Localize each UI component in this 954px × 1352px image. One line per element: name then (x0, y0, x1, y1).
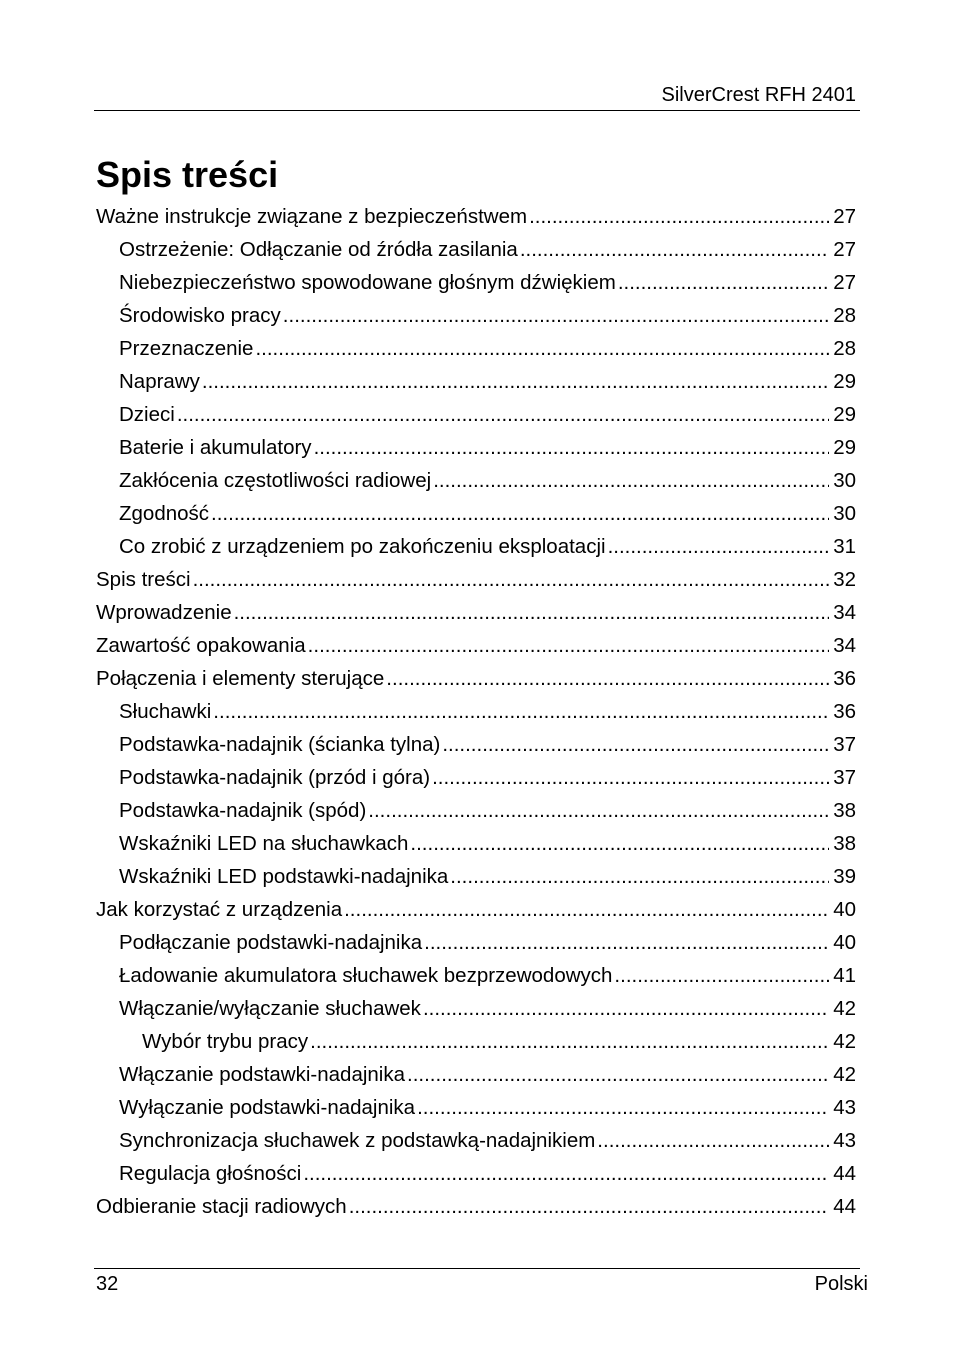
toc-entry[interactable] (96, 464, 856, 497)
toc-entry[interactable] (96, 629, 856, 662)
toc-entry-page: 43 (833, 1129, 856, 1152)
toc-entry-page: 42 (833, 1030, 856, 1053)
toc-dot-leader (344, 893, 829, 926)
toc-entry-page: 39 (833, 865, 856, 888)
toc-entry[interactable] (96, 827, 856, 860)
toc-entry[interactable] (96, 365, 856, 398)
toc-entry-label: Zawartość opakowania (96, 634, 306, 657)
toc-entry[interactable] (96, 596, 856, 629)
toc-dot-leader (608, 530, 829, 563)
toc-entry-label: Wprowadzenie (96, 601, 232, 624)
running-header: SilverCrest RFH 2401 (661, 84, 856, 106)
toc-entry-page: 34 (833, 634, 856, 657)
toc-entry-page: 31 (833, 535, 856, 558)
toc-entry-page: 28 (833, 337, 856, 360)
toc-entry[interactable] (96, 1091, 856, 1124)
toc-entry-label: Baterie i akumulatory (119, 436, 312, 459)
toc-entry-page: 32 (833, 568, 856, 591)
toc-entry[interactable] (96, 200, 856, 233)
toc-entry-label: Środowisko pracy (119, 304, 281, 327)
toc-entry-page: 34 (833, 601, 856, 624)
toc-dot-leader (213, 695, 829, 728)
toc-entry-label: Jak korzystać z urządzenia (96, 898, 343, 921)
toc-entry-label: Wyłączanie podstawki-nadajnika (119, 1096, 416, 1119)
toc-dot-leader (423, 992, 829, 1025)
toc-entry[interactable] (96, 266, 856, 299)
toc-dot-leader (410, 827, 829, 860)
toc-entry-label: Odbieranie stacji radiowych (96, 1195, 347, 1218)
toc-entry-page: 37 (833, 766, 856, 789)
toc-dot-leader (177, 398, 829, 431)
toc-dot-leader (202, 365, 829, 398)
toc-entry-label: Wybór trybu pracy (142, 1030, 309, 1053)
toc-entry-label: Zgodność (119, 502, 210, 525)
toc-entry-label: Regulacja głośności (119, 1162, 302, 1185)
toc-entry-label: Włączanie podstawki-nadajnika (119, 1063, 406, 1086)
toc-entry-page: 30 (833, 469, 856, 492)
toc-entry[interactable] (96, 1190, 856, 1223)
toc-entry[interactable] (96, 695, 856, 728)
toc-dot-leader (303, 1157, 829, 1190)
footer-language: Polski (814, 1273, 868, 1295)
toc-entry-page: 43 (833, 1096, 856, 1119)
toc-entry-page: 36 (833, 667, 856, 690)
toc-entry-label: Ważne instrukcje związane z bezpieczeństwem (96, 205, 528, 228)
toc-entry-page: 44 (833, 1195, 856, 1218)
toc-entry[interactable] (96, 497, 856, 530)
toc-entry[interactable] (96, 233, 856, 266)
toc-entry-page: 36 (833, 700, 856, 723)
toc-dot-leader (618, 266, 829, 299)
toc-dot-leader (597, 1124, 829, 1157)
toc-entry[interactable] (96, 662, 856, 695)
toc-entry-label: Podstawka-nadajnik (ścianka tylna) (119, 733, 441, 756)
toc-entry-page: 29 (833, 436, 856, 459)
toc-entry-page: 42 (833, 997, 856, 1020)
toc-dot-leader (211, 497, 829, 530)
toc-entry-label: Podstawka-nadajnik (spód) (119, 799, 367, 822)
toc-entry-label: Podłączanie podstawki-nadajnika (119, 931, 423, 954)
toc-entry[interactable] (96, 563, 856, 596)
toc-dot-leader (308, 629, 829, 662)
toc-entry-page: 40 (833, 931, 856, 954)
toc-dot-leader (283, 299, 829, 332)
toc-dot-leader (432, 761, 829, 794)
toc-entry[interactable] (96, 299, 856, 332)
toc-entry-label: Połączenia i elementy sterujące (96, 667, 385, 690)
toc-entry[interactable] (96, 1025, 856, 1058)
toc-entry[interactable] (96, 398, 856, 431)
footer-page-number: 32 (96, 1273, 119, 1295)
toc-entry[interactable] (96, 794, 856, 827)
toc-entry[interactable] (96, 893, 856, 926)
toc-entry[interactable] (96, 1157, 856, 1190)
toc-dot-leader (255, 332, 829, 365)
toc-entry[interactable] (96, 431, 856, 464)
toc-dot-leader (529, 200, 829, 233)
toc-entry-label: Dzieci (119, 403, 175, 426)
toc-entry[interactable] (96, 332, 856, 365)
table-of-contents (96, 200, 856, 1223)
toc-entry-label: Synchronizacja słuchawek z podstawką-nadajnikiem (119, 1129, 596, 1152)
toc-entry-label: Niebezpieczeństwo spowodowane głośnym dźwiękiem (119, 271, 616, 294)
toc-dot-leader (234, 596, 829, 629)
toc-dot-leader (349, 1190, 829, 1223)
toc-dot-leader (193, 563, 829, 596)
toc-entry-label: Co zrobić z urządzeniem po zakończeniu eksploatacji (119, 535, 606, 558)
toc-dot-leader (386, 662, 829, 695)
toc-entry-page: 27 (833, 271, 856, 294)
header-divider (94, 110, 860, 111)
toc-entry[interactable] (96, 926, 856, 959)
page-title: Spis treści (96, 154, 279, 195)
toc-entry-label: Zakłócenia częstotliwości radiowej (119, 469, 432, 492)
toc-entry-page: 28 (833, 304, 856, 327)
toc-dot-leader (424, 926, 829, 959)
toc-dot-leader (314, 431, 829, 464)
toc-entry-page: 30 (833, 502, 856, 525)
toc-dot-leader (520, 233, 829, 266)
toc-entry-label: Ładowanie akumulatora słuchawek bezprzewodowych (119, 964, 613, 987)
footer-divider (94, 1268, 860, 1269)
toc-entry-label: Naprawy (119, 370, 200, 393)
toc-entry-page: 40 (833, 898, 856, 921)
toc-entry[interactable] (96, 761, 856, 794)
toc-entry-page: 38 (833, 832, 856, 855)
toc-dot-leader (368, 794, 829, 827)
toc-dot-leader (407, 1058, 829, 1091)
toc-entry-page: 38 (833, 799, 856, 822)
toc-entry-label: Ostrzeżenie: Odłączanie od źródła zasilania (119, 238, 518, 261)
toc-entry-page: 27 (833, 205, 856, 228)
toc-dot-leader (442, 728, 829, 761)
toc-entry-label: Podstawka-nadajnik (przód i góra) (119, 766, 431, 789)
toc-entry[interactable] (96, 1124, 856, 1157)
toc-entry[interactable] (96, 992, 856, 1025)
toc-entry[interactable] (96, 728, 856, 761)
toc-entry-label: Słuchawki (119, 700, 212, 723)
toc-entry[interactable] (96, 530, 856, 563)
toc-dot-leader (450, 860, 829, 893)
toc-dot-leader (310, 1025, 829, 1058)
toc-entry-label: Wskaźniki LED podstawki-nadajnika (119, 865, 449, 888)
toc-entry-page: 27 (833, 238, 856, 261)
toc-entry-page: 44 (833, 1162, 856, 1185)
toc-entry-page: 41 (833, 964, 856, 987)
toc-entry-page: 37 (833, 733, 856, 756)
toc-dot-leader (614, 959, 829, 992)
toc-entry-label: Spis treści (96, 568, 191, 591)
toc-dot-leader (417, 1091, 829, 1124)
toc-entry-label: Włączanie/wyłączanie słuchawek (119, 997, 421, 1020)
toc-dot-leader (433, 464, 829, 497)
toc-entry-page: 29 (833, 370, 856, 393)
toc-entry[interactable] (96, 1058, 856, 1091)
toc-entry-page: 42 (833, 1063, 856, 1086)
toc-entry[interactable] (96, 860, 856, 893)
toc-entry-label: Przeznaczenie (119, 337, 254, 360)
toc-entry-label: Wskaźniki LED na słuchawkach (119, 832, 409, 855)
toc-entry-page: 29 (833, 403, 856, 426)
toc-entry[interactable] (96, 959, 856, 992)
